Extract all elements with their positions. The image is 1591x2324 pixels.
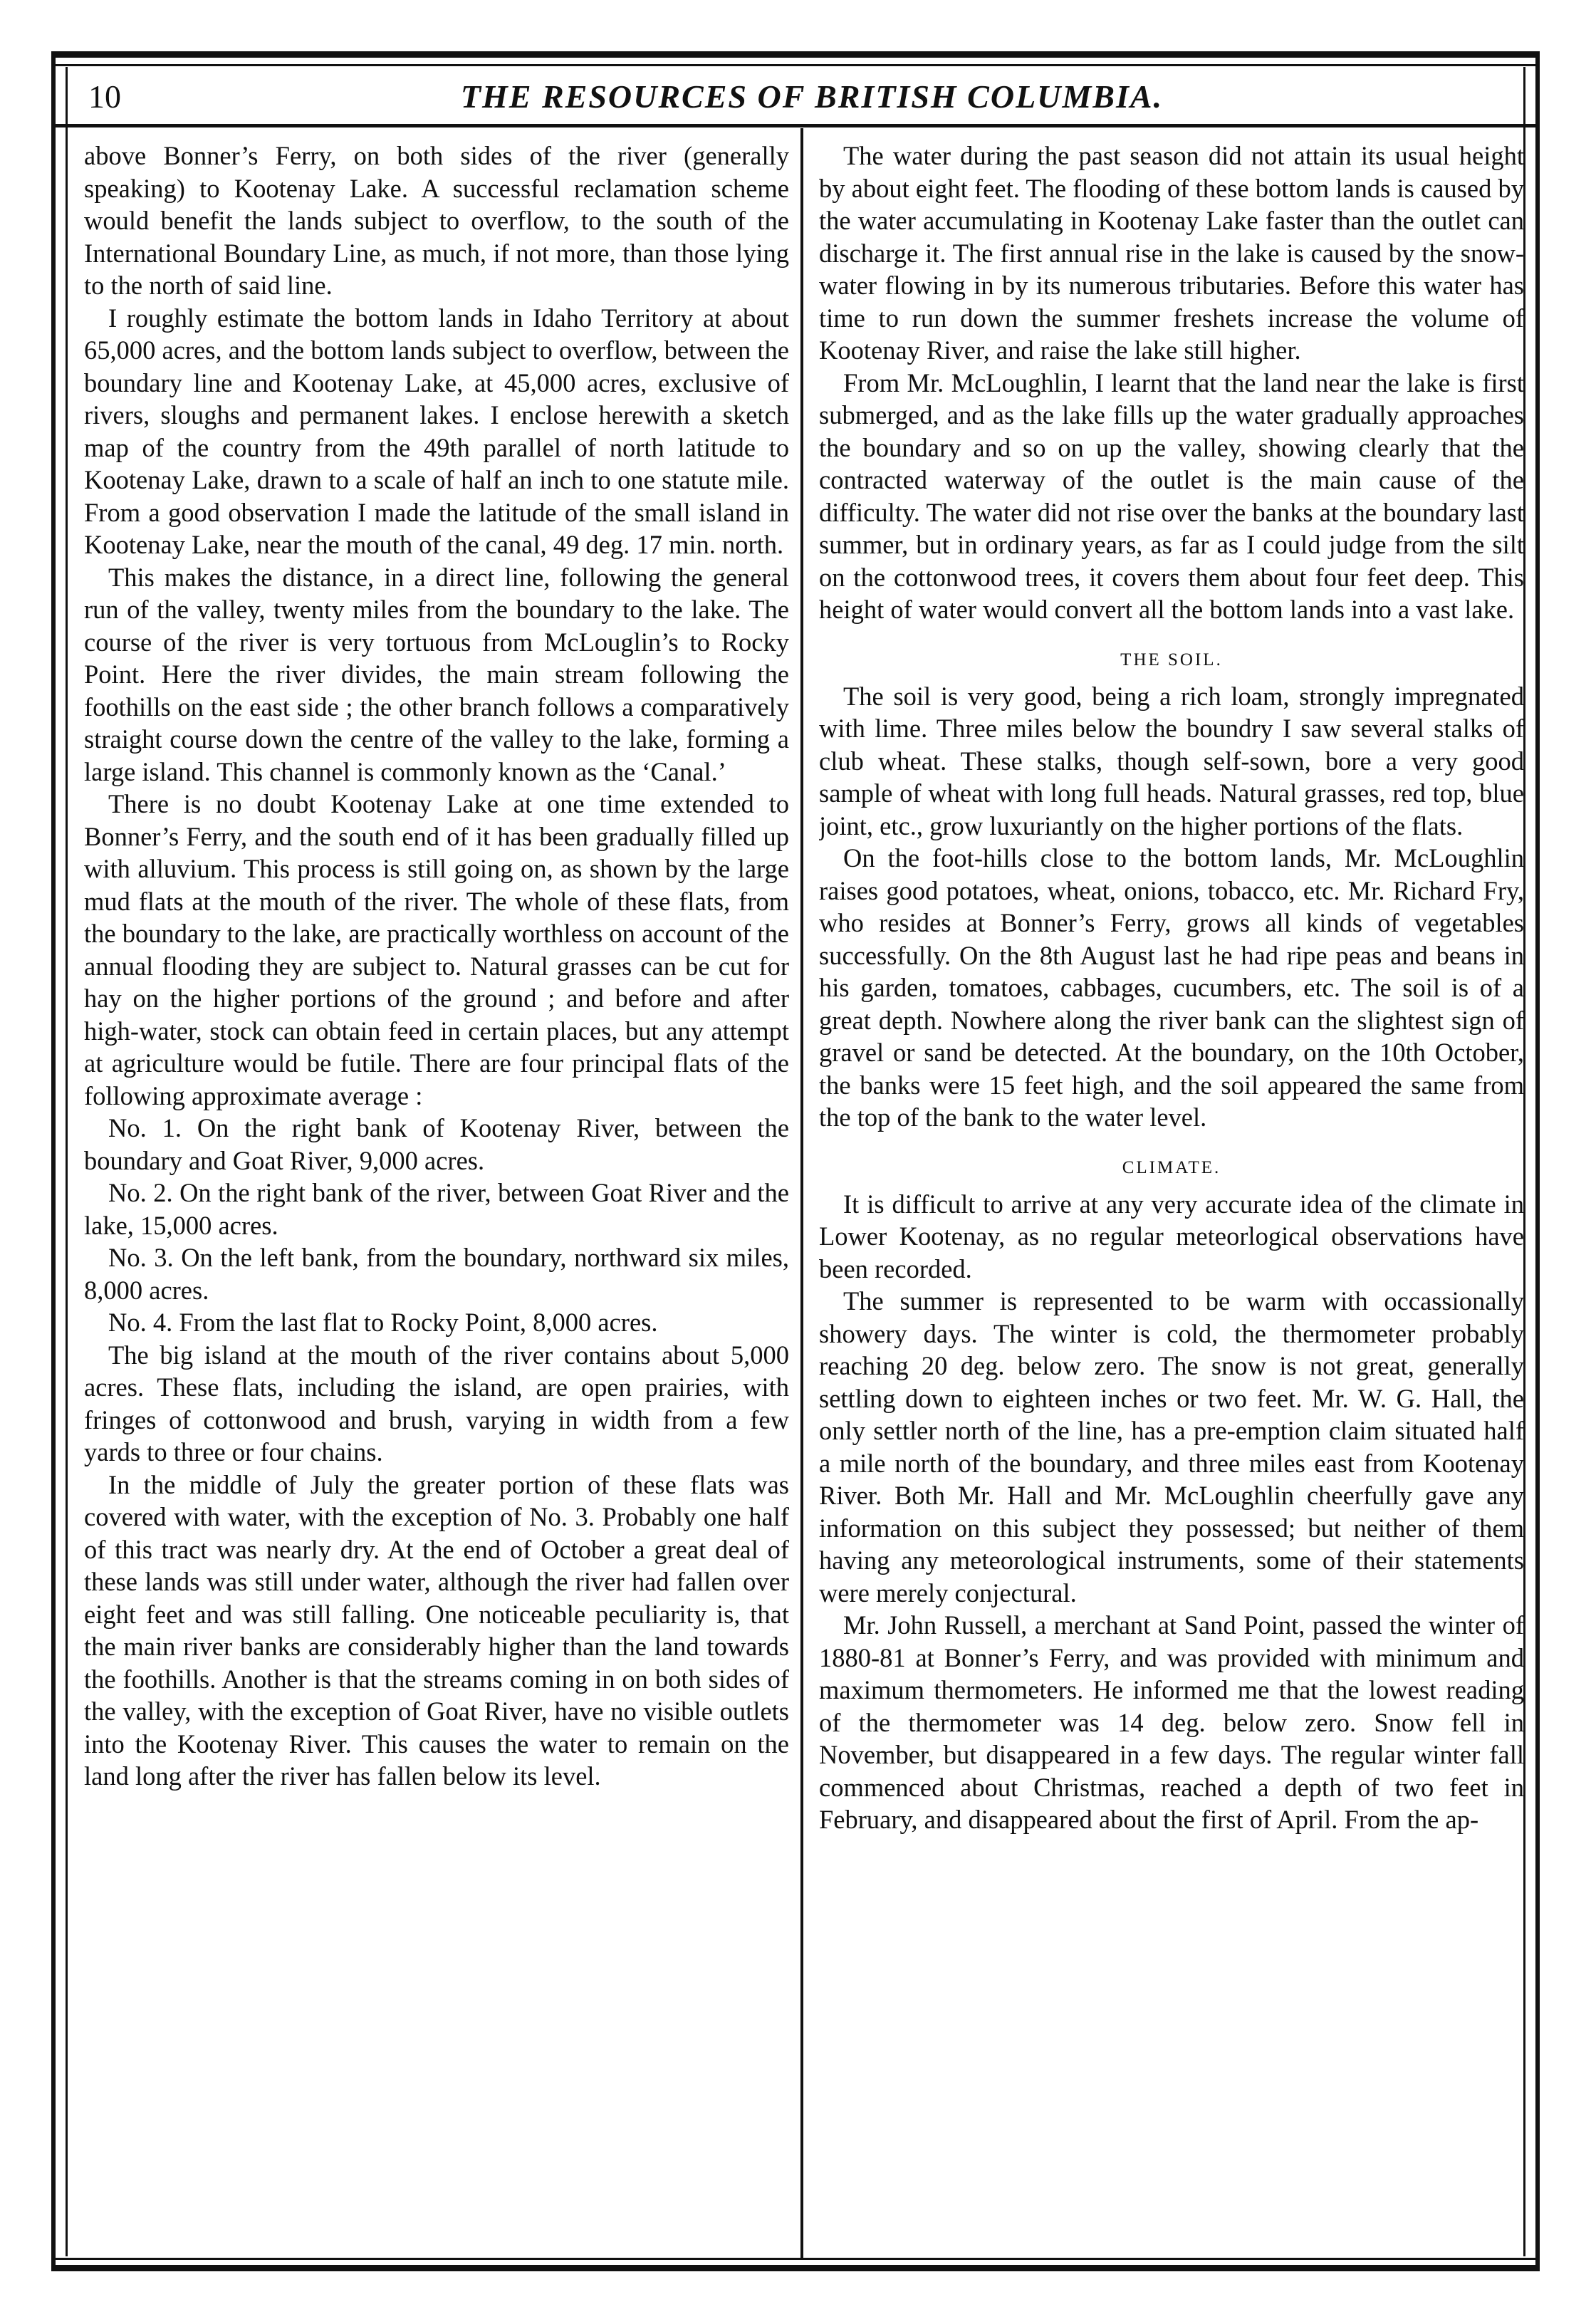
paragraph: The big island at the mouth of the river contains about 5,000 acres. These flats, including the island, are open prairies, with fringes of cottonwood and brush, varying in width from a few yards to three or four chains. — [84, 1340, 789, 1466]
section-heading-climate: CLIMATE. — [1122, 1157, 1221, 1177]
right-column — [819, 140, 1524, 2249]
bottom-thin-rule — [51, 2258, 1540, 2260]
paragraph: The soil is very good, being a rich loam, strongly impregnated with lime. Three miles below the boundry I saw several stalks of club wheat. These stalks, though self-sown, bore a very good sample of wheat with long full heads. Natural grasses, red top, blue joint, etc., grow luxuriantly on the higher portions of the flats. — [819, 681, 1524, 840]
paragraph: On the foot-hills close to the bottom lands, Mr. McLoughlin raises good potatoes, wheat, onions, tobacco, etc. Mr. Richard Fry, who resides at Bonner’s Ferry, grows all kinds of vegetables successfully. On the 8th August last he had ripe peas and beans in his garden, tomatoes, cabbages, cucumbers, etc. The soil is of a great depth. Nowhere along the river bank can the slightest sign of gravel or sand be detected. At the boundary, on the 10th October, the banks were 15 feet high, and the soil appeared the same from the top of the bank to the water level. — [819, 843, 1524, 1132]
paragraph: Mr. John Russell, a merchant at Sand Point, passed the winter of 1880-81 at Bonner’s Ferry, and was provided with minimum and maximum thermometers. He informed me that the lowest reading of the thermometer was 14 deg. below zero. Snow fell in November, but disappeared in a few days. The regular winter fall commenced about Christmas, reached a depth of two feet in February, and disappeared about the first of April. From the ap- — [819, 1610, 1524, 1834]
page-number: 10 — [88, 78, 121, 115]
paragraph: I roughly estimate the bottom lands in Idaho Territory at about 65,000 acres, and the bottom lands subject to overflow, between the boundary line and Kootenay Lake, at 45,000 acres, exclusive of rivers, sloughs and permanent lakes. I enclose herewith a sketch map of the country from the 49th parallel of north latitude to Kootenay Lake, drawn to a scale of half an inch to one statute mile. From a good observation I made the latitude of the small island in Kootenay Lake, near the mouth of the canal, 49 deg. 17 min. north. — [84, 303, 789, 559]
top-thick-rule — [51, 51, 1540, 58]
paragraph: It is difficult to arrive at any very accurate idea of the climate in Lower Kootenay, as no regular meteorlogical observations have been recorded. — [819, 1189, 1524, 1283]
column-divider — [800, 128, 803, 2258]
bottom-thick-rule — [51, 2265, 1540, 2271]
inner-left-rule — [66, 67, 68, 2256]
left-column — [84, 140, 789, 2249]
paragraph: In the middle of July the greater portion of these flats was covered with water, with the exception of No. 3. Probably one half of this tract was nearly dry. At the end of October a great deal of these lands was still under water, although the river had fallen over eight feet and was still falling. One noticeable peculiarity is, that the main river banks are considerably higher than the land towards the foothills. Another is that the streams coming in on both sides of the valley, with the exception of Goat River, have no visible outlets into the Kootenay River. This causes the water to remain on the land long after the river has fallen below its level. — [84, 1469, 789, 1791]
paragraph: The summer is represented to be warm with occassionally showery days. The winter is cold, the thermometer probably reaching 20 deg. below zero. The snow is not great, generally settling down to eighteen inches or two feet. Mr. W. G. Hall, the only settler north of the line, has a pre-emption claim situated half a mile north of the boundary, and three miles east from Kootenay River. Both Mr. Hall and Mr. McLoughlin cheerfully gave any information on this subject they possessed; but neither of them having any meteorological instruments, some of their statements were merely conjectural. — [819, 1286, 1524, 1607]
paragraph: This makes the distance, in a direct line, following the general run of the valley, twenty miles from the boundary to the lake. The course of the river is very tortuous from McLouglin’s to Rocky Point. Here the river divides, the main stream following the foothills on the east side ; the other branch follows a comparatively straight course down the centre of the valley to the lake, forming a large island. This channel is commonly known as the ‘Canal.’ — [84, 562, 789, 786]
paragraph: From Mr. McLoughlin, I learnt that the land near the lake is first submerged, and as the lake fills up the water gradually approaches the boundary and so on up the valley, showing clearly that the contracted waterway of the outlet is the main cause of the difficulty. The water did not rise over the banks at the boundary last summer, but in ordinary years, as far as I could judge from the silt on the cottonwood trees, it covers them about four feet deep. This height of water would convert all the bottom lands into a vast lake. — [819, 368, 1524, 624]
top-thin-rule — [51, 64, 1540, 66]
header-rule — [51, 124, 1540, 127]
list-item-flat-2: No. 2. On the right bank of the river, between Goat River and the lake, 15,000 acres. — [84, 1178, 789, 1240]
paragraph: above Bonner’s Ferry, on both sides of the river (generally speaking) to Kootenay Lake. A successful reclamation scheme would benefit the lands subject to overflow, to the south of the International Boundary Line, as much, if not more, than those lying to the north of said line. — [84, 141, 789, 300]
section-heading-soil: THE SOIL. — [1120, 650, 1223, 669]
list-item-flat-1: No. 1. On the right bank of Kootenay River, between the boundary and Goat River, 9,000 acres. — [84, 1113, 789, 1175]
paragraph: There is no doubt Kootenay Lake at one time extended to Bonner’s Ferry, and the south end of it has been gradually filled up with alluvium. This process is still going on, as shown by the large mud flats at the mouth of the river. The whole of these flats, from the boundary to the lake, are practically worthless on account of the annual flooding they are subject to. Natural grasses can be cut for hay on the higher portions of the ground ; and before and after high-water, stock can obtain feed in certain places, but any attempt at agriculture would be futile. There are four principal flats of the following approximate average : — [84, 789, 789, 1110]
list-item-flat-4: No. 4. From the last flat to Rocky Point, 8,000 acres. — [108, 1308, 658, 1337]
list-item-flat-3: No. 3. On the left bank, from the boundary, northward six miles, 8,000 acres. — [84, 1243, 789, 1305]
paragraph: The water during the past season did not attain its usual height by about eight feet. The flooding of these bottom lands is caused by the water accumulating in Kootenay Lake faster than the outlet can discharge it. The first annual rise in the lake is caused by the snow-water flowing in by its numerous tributaries. Before this water has time to run down the summer freshets increase the volume of Kootenay River, and raise the lake still higher. — [819, 141, 1524, 365]
running-title: THE RESOURCES OF BRITISH COLUMBIA. — [460, 78, 1164, 115]
